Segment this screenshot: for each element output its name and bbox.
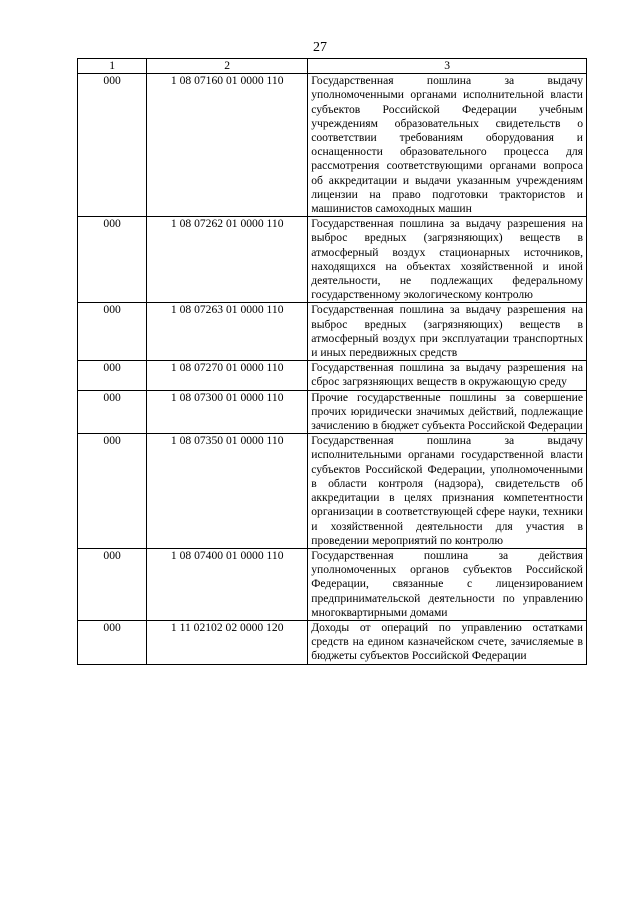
column-header-3: 3 <box>308 59 587 74</box>
table-row <box>78 361 587 390</box>
budget-code-cell: 1 08 07160 01 0000 110 <box>147 74 308 217</box>
table-row <box>78 434 587 549</box>
budget-code-cell: 1 08 07400 01 0000 110 <box>147 548 308 620</box>
admin-code-cell: 000 <box>78 620 147 664</box>
admin-code-cell: 000 <box>78 303 147 361</box>
admin-code-cell: 000 <box>78 217 147 303</box>
budget-code-cell: 1 11 02102 02 0000 120 <box>147 620 308 664</box>
income-name-cell: Доходы от операций по управлению остатками средств на едином казначейском счете, зачисляемые в бюджеты субъектов Российской Федерации <box>308 620 587 664</box>
income-name-cell: Прочие государственные пошлины за совершение прочих юридически значимых действий, подлежащие зачислению в бюджет субъекта Российской Федерации <box>308 390 587 434</box>
admin-code-cell: 000 <box>78 548 147 620</box>
table-header-row <box>78 59 587 74</box>
admin-code-cell: 000 <box>78 74 147 217</box>
table-row <box>78 303 587 361</box>
table-row <box>78 390 587 434</box>
table-row <box>78 620 587 664</box>
budget-code-cell: 1 08 07263 01 0000 110 <box>147 303 308 361</box>
budget-code-cell: 1 08 07270 01 0000 110 <box>147 361 308 390</box>
budget-code-cell: 1 08 07262 01 0000 110 <box>147 217 308 303</box>
admin-code-cell: 000 <box>78 361 147 390</box>
page-number: 27 <box>313 40 327 55</box>
income-name-cell: Государственная пошлина за выдачу исполнительными органами государственной власти субъектов Российской Федерации, уполномоченными в области контроля (надзора), свидетельств об аккредитации в целях признания компетентности организации в соответствующей сфере науки, техники и хозяйственной деятельности для участия в проведении мероприятий по контролю <box>308 434 587 549</box>
column-header-1: 1 <box>78 59 147 74</box>
income-name-cell: Государственная пошлина за действия уполномоченных органов субъектов Российской Федерации, связанные с лицензированием предпринимательской деятельности по управлению многоквартирными домами <box>308 548 587 620</box>
table-row <box>78 74 587 217</box>
income-name-cell: Государственная пошлина за выдачу разрешения на выброс вредных (загрязняющих) веществ в атмосферный воздух при эксплуатации транспортных и иных передвижных средств <box>308 303 587 361</box>
budget-classification-table <box>77 58 587 665</box>
column-header-2: 2 <box>147 59 308 74</box>
budget-code-cell: 1 08 07350 01 0000 110 <box>147 434 308 549</box>
table-row <box>78 548 587 620</box>
admin-code-cell: 000 <box>78 434 147 549</box>
income-name-cell: Государственная пошлина за выдачу уполномоченными органами исполнительной власти субъектов Российской Федерации учебным учреждениям образовательных свидетельств о соответствии требованиям оборудования и оснащенности образовательного процесса для рассмотрения соответствующими органами вопроса об аккредитации и выдачи указанным учреждениям лицензии на право подготовки трактористов и машинистов самоходных машин <box>308 74 587 217</box>
admin-code-cell: 000 <box>78 390 147 434</box>
budget-code-cell: 1 08 07300 01 0000 110 <box>147 390 308 434</box>
income-name-cell: Государственная пошлина за выдачу разрешения на сброс загрязняющих веществ в окружающую среду <box>308 361 587 390</box>
income-name-cell: Государственная пошлина за выдачу разрешения на выброс вредных (загрязняющих) веществ в атмосферный воздух стационарных источников, находящихся на объектах хозяйственной и иной деятельности, не подлежащих федеральному государственному экологическому контролю <box>308 217 587 303</box>
table-row <box>78 217 587 303</box>
